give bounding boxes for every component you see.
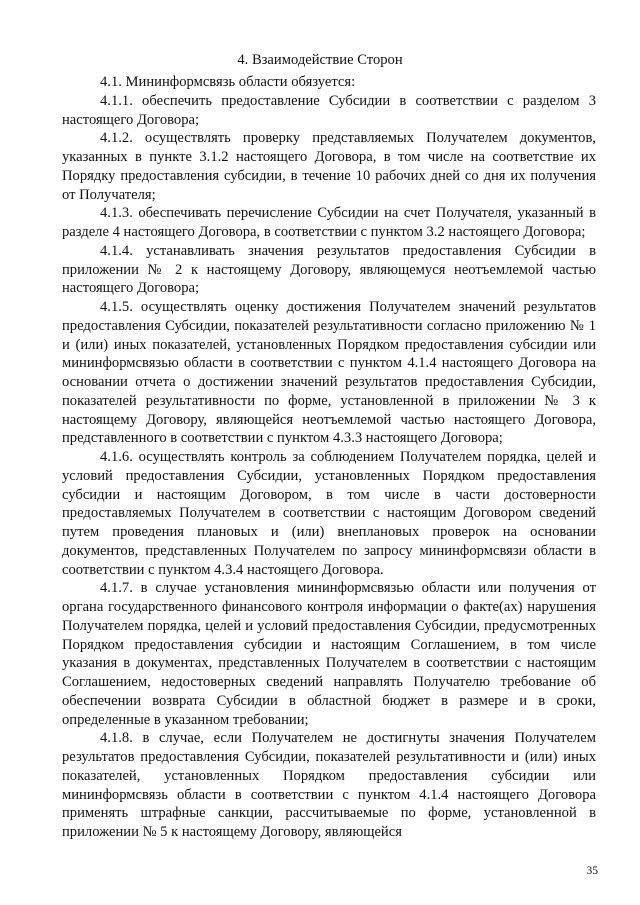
- paragraph-4-1-2: 4.1.2. осуществлять проверку представляемых Получателем документов, указанных в пункте 3.1.2 настоящего Договора, в том числе на соответствие их Порядку предоставления субсидии, в течение 10 рабочих дней со дня их получения от Получателя;: [62, 130, 596, 203]
- page-number: 35: [586, 865, 598, 877]
- paragraph-4-1: 4.1. Мининформсвязь области обязуется:: [100, 74, 356, 90]
- paragraph-4-1-3: 4.1.3. обеспечивать перечисление Субсидии на счет Получателя, указанный в разделе 4 настоящего Договора, в соответствии с пунктом 3.2 настоящего Договора;: [62, 205, 596, 240]
- paragraph-4-1-1: 4.1.1. обеспечить предоставление Субсидии в соответствии с разделом 3 настоящего Договора;: [62, 92, 596, 128]
- paragraph-4-1-6: 4.1.6. осуществлять контроль за соблюдением Получателем порядка, целей и условий предоставления Субсидии, установленных Порядком предоставления субсидии и настоящим Договором, в том числе в части достоверности предоставляемых Получателем в соответствии с настоящим Договором сведений путем проведения плановых и (или) внеплановых проверок на основании документов, представленных Получателем по запросу мининформсвязи области в соответствии с пунктом 4.3.4 настоящего Договора.: [62, 449, 596, 578]
- paragraph-4-1-8: 4.1.8. в случае, если Получателем не достигнуты значения Получателем результатов предоставления Субсидии, показателей результативности и (или) иных показателей, установленных Порядком предоставления субсидии или мининформсвязь области в соответствии с пунктом 4.1.4 настоящего Договора применять штрафные санкции, рассчитываемые по форме, установленной в приложении № 5 к настоящему Договору, являющейся: [62, 730, 596, 840]
- paragraph-4-1-4: 4.1.4. устанавливать значения результатов предоставления Субсидии в приложении № 2 к настоящему Договору, являющемуся неотъемлемой частью настоящего Договора;: [62, 242, 596, 297]
- document-body: [62, 73, 596, 842]
- paragraph-4-1-5: 4.1.5. осуществлять оценку достижения Получателем значений результатов предоставления Субсидии, показателей результативности согласно приложению № 1 и (или) иных показателей, установленных Порядком предоставления субсидии или мининформсвязью области в соответствии с пунктом 4.1.4 настоящего Договора на основании отчета о достижении значений результатов предоставления Субсидии, показателей результативности по форме, установленной в приложении № 3 к настоящему Договору, являющейся неотъемлемой частью настоящего Договора, представленного в соответствии с пунктом 4.3.3 настоящего Договора;: [62, 299, 596, 447]
- section-title: 4. Взаимодействие Сторон: [237, 52, 403, 68]
- paragraph-4-1-7: 4.1.7. в случае установления мининформсвязью области или получения от органа государственного финансового контроля информации о факте(ах) нарушения Получателем порядка, целей и условий предоставления Субсидии, предусмотренных Порядком предоставления субсидии и настоящим Соглашением, в том числе указания в документах, представленных Получателем в соответствии с настоящим Соглашением, недостоверных сведений направлять Получателю требование об обеспечении возврата Субсидии в областной бюджет в размере и в сроки, определенные в указанном требовании;: [62, 580, 596, 728]
